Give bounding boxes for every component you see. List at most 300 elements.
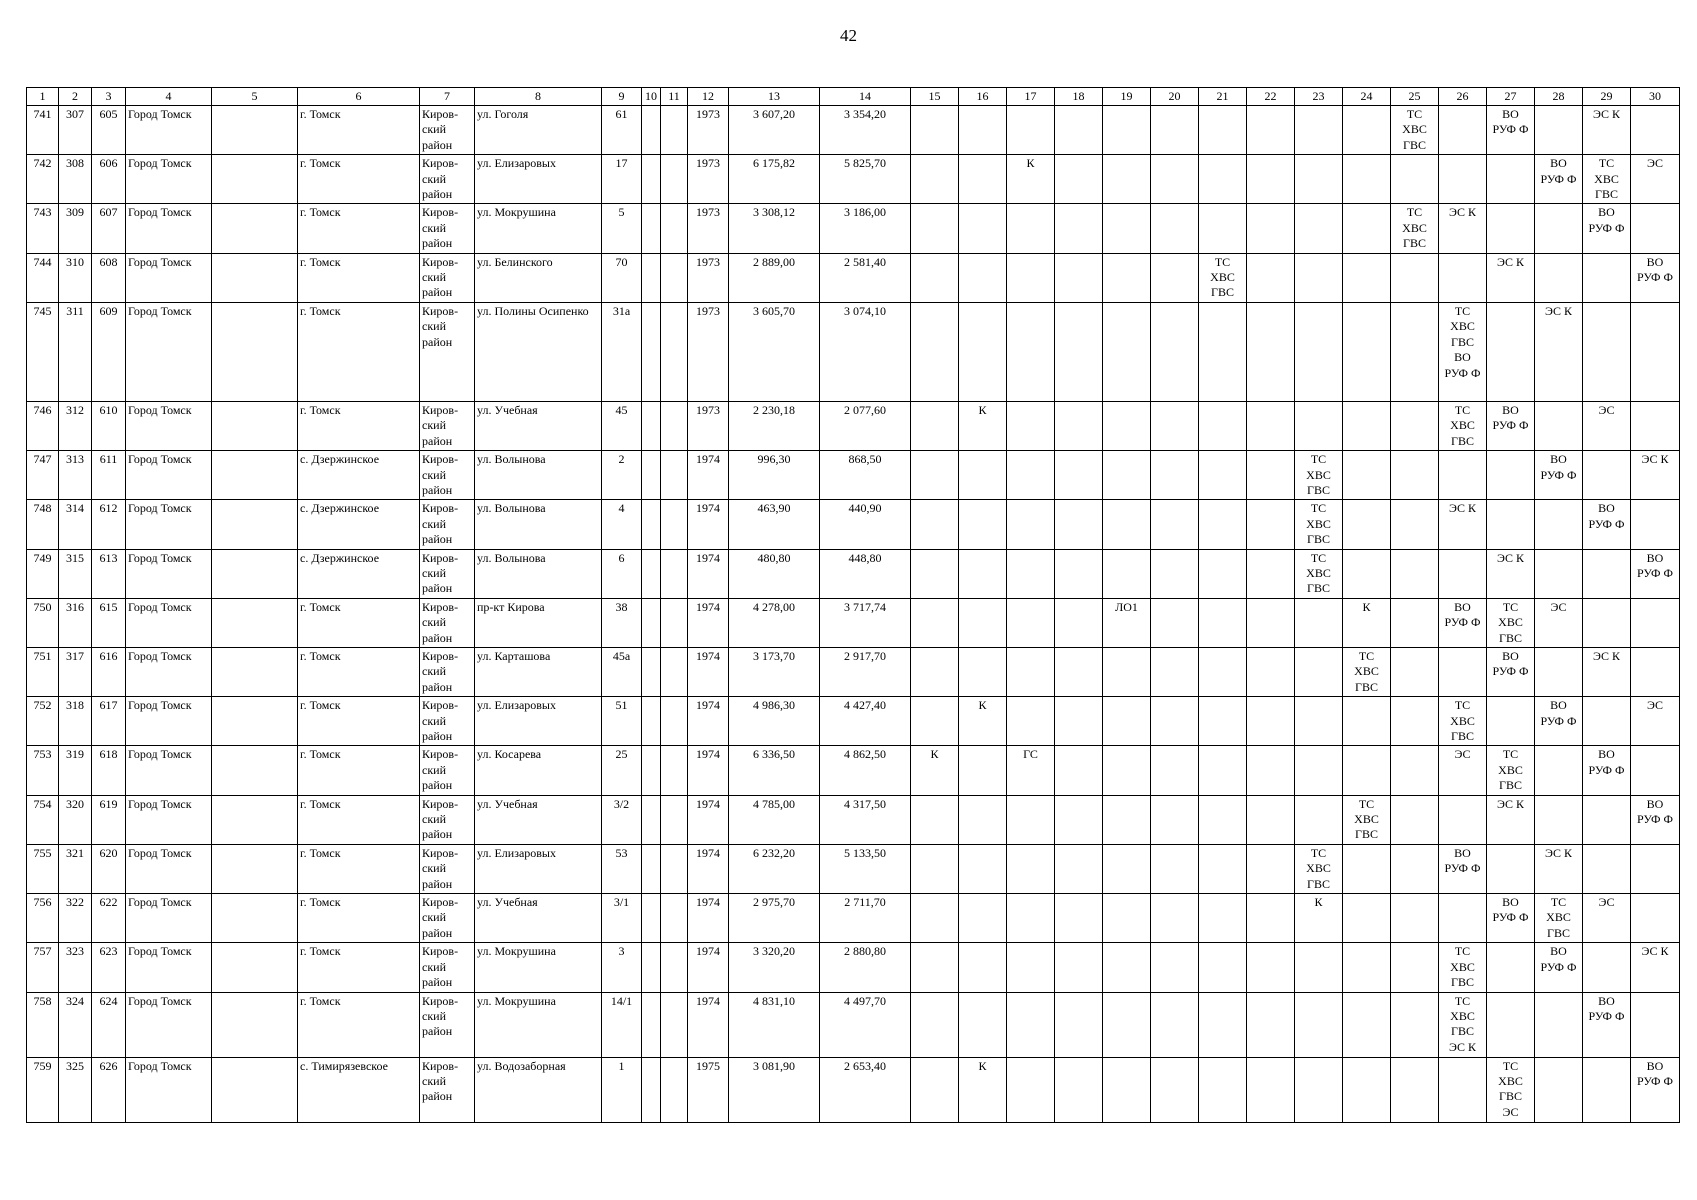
- work-type-cell: ЭС К: [1583, 106, 1631, 155]
- work-type-cell: [1055, 598, 1103, 647]
- work-type-cell: ВО РУФ Ф: [1487, 401, 1535, 450]
- table-cell: 31а: [602, 302, 642, 401]
- table-cell: 741: [27, 106, 59, 155]
- table-cell: 1974: [688, 943, 729, 992]
- table-row: [27, 844, 1680, 893]
- table-cell: 6 175,82: [729, 155, 820, 204]
- page-number: 42: [840, 26, 857, 45]
- work-type-cell: [1295, 204, 1343, 253]
- work-type-cell: [1247, 204, 1295, 253]
- work-type-cell: [1295, 155, 1343, 204]
- table-cell: г. Томск: [298, 844, 420, 893]
- table-cell: Киров- ский район: [420, 894, 475, 943]
- work-type-cell: [1007, 549, 1055, 598]
- table-cell: 2 077,60: [820, 401, 911, 450]
- column-number-header: 25: [1391, 88, 1439, 106]
- work-type-cell: [1055, 253, 1103, 302]
- table-cell: [661, 451, 688, 500]
- table-cell: 753: [27, 746, 59, 795]
- work-type-cell: [1343, 746, 1391, 795]
- table-cell: 2 917,70: [820, 647, 911, 696]
- table-cell: ул. Гоголя: [475, 106, 602, 155]
- work-type-cell: [1103, 549, 1151, 598]
- table-cell: Киров- ский район: [420, 1057, 475, 1122]
- work-type-cell: [1583, 697, 1631, 746]
- table-cell: 312: [59, 401, 92, 450]
- table-cell: [212, 844, 298, 893]
- work-type-cell: [1583, 253, 1631, 302]
- table-cell: г. Томск: [298, 401, 420, 450]
- table-cell: 755: [27, 844, 59, 893]
- table-cell: 316: [59, 598, 92, 647]
- table-cell: 626: [92, 1057, 126, 1122]
- table-cell: Киров- ский район: [420, 746, 475, 795]
- table-row: [27, 697, 1680, 746]
- work-type-cell: [1631, 106, 1680, 155]
- table-row: [27, 155, 1680, 204]
- work-type-cell: [1535, 795, 1583, 844]
- column-number-header: 16: [959, 88, 1007, 106]
- work-type-cell: [1295, 992, 1343, 1057]
- work-type-cell: [1343, 500, 1391, 549]
- work-type-cell: [1487, 204, 1535, 253]
- table-cell: 448,80: [820, 549, 911, 598]
- work-type-cell: [1391, 598, 1439, 647]
- table-cell: 610: [92, 401, 126, 450]
- table-cell: Киров- ский район: [420, 253, 475, 302]
- table-cell: 480,80: [729, 549, 820, 598]
- table-cell: 619: [92, 795, 126, 844]
- work-type-cell: [1343, 204, 1391, 253]
- work-type-cell: [1199, 844, 1247, 893]
- work-type-cell: [1055, 647, 1103, 696]
- table-cell: ул. Елизаровых: [475, 697, 602, 746]
- table-cell: 1974: [688, 598, 729, 647]
- work-type-cell: [1439, 795, 1487, 844]
- work-type-cell: [911, 795, 959, 844]
- table-cell: 757: [27, 943, 59, 992]
- work-type-cell: [1103, 943, 1151, 992]
- work-type-cell: [1103, 302, 1151, 401]
- work-type-cell: [1007, 598, 1055, 647]
- work-type-cell: ЭС: [1631, 697, 1680, 746]
- table-cell: 308: [59, 155, 92, 204]
- work-type-cell: [1103, 795, 1151, 844]
- table-cell: Город Томск: [126, 549, 212, 598]
- work-type-cell: [959, 598, 1007, 647]
- table-cell: 1974: [688, 647, 729, 696]
- work-type-cell: [1055, 992, 1103, 1057]
- table-cell: [661, 795, 688, 844]
- table-body: [27, 106, 1680, 1123]
- work-type-cell: [959, 746, 1007, 795]
- table-cell: [642, 106, 661, 155]
- work-type-cell: [959, 647, 1007, 696]
- table-cell: 605: [92, 106, 126, 155]
- table-cell: 5: [602, 204, 642, 253]
- column-number-header: 12: [688, 88, 729, 106]
- work-type-cell: [1199, 155, 1247, 204]
- work-type-cell: ЭС К: [1439, 500, 1487, 549]
- table-cell: 1973: [688, 302, 729, 401]
- table-cell: [661, 302, 688, 401]
- work-type-cell: [1247, 894, 1295, 943]
- work-type-cell: ВО РУФ Ф: [1487, 106, 1535, 155]
- work-type-cell: ВО РУФ Ф: [1583, 746, 1631, 795]
- work-type-cell: [1631, 746, 1680, 795]
- table-cell: Город Томск: [126, 253, 212, 302]
- table-row: [27, 894, 1680, 943]
- table-cell: ул. Елизаровых: [475, 155, 602, 204]
- table-cell: [661, 155, 688, 204]
- table-cell: Город Томск: [126, 1057, 212, 1122]
- work-type-cell: [959, 500, 1007, 549]
- work-type-cell: ЭС К: [1631, 451, 1680, 500]
- table-cell: Город Томск: [126, 500, 212, 549]
- table-cell: 4 427,40: [820, 697, 911, 746]
- table-cell: [642, 992, 661, 1057]
- table-cell: 3 173,70: [729, 647, 820, 696]
- work-type-cell: [911, 302, 959, 401]
- work-type-cell: [1151, 647, 1199, 696]
- table-cell: [212, 746, 298, 795]
- work-type-cell: [1535, 204, 1583, 253]
- table-cell: 615: [92, 598, 126, 647]
- table-cell: Город Томск: [126, 106, 212, 155]
- table-cell: 748: [27, 500, 59, 549]
- work-type-cell: ТС ХВС ГВС: [1295, 549, 1343, 598]
- work-type-cell: ЭС К: [1487, 795, 1535, 844]
- table-cell: ул. Учебная: [475, 795, 602, 844]
- work-type-cell: [1007, 1057, 1055, 1122]
- column-number-header: 30: [1631, 88, 1680, 106]
- table-cell: [212, 253, 298, 302]
- table-cell: ул. Учебная: [475, 894, 602, 943]
- column-number-header: 3: [92, 88, 126, 106]
- work-type-cell: [1055, 943, 1103, 992]
- work-type-cell: ВО РУФ Ф: [1535, 155, 1583, 204]
- work-type-cell: [1343, 401, 1391, 450]
- column-number-header: 5: [212, 88, 298, 106]
- table-cell: 4 831,10: [729, 992, 820, 1057]
- housing-register-table: [26, 87, 1680, 1123]
- work-type-cell: [1535, 500, 1583, 549]
- table-cell: Киров- ский район: [420, 697, 475, 746]
- work-type-cell: ЭС К: [1583, 647, 1631, 696]
- work-type-cell: [1391, 451, 1439, 500]
- table-cell: 745: [27, 302, 59, 401]
- work-type-cell: [959, 549, 1007, 598]
- table-cell: [661, 894, 688, 943]
- table-cell: [661, 943, 688, 992]
- table-cell: 2 230,18: [729, 401, 820, 450]
- work-type-cell: [1631, 302, 1680, 401]
- work-type-cell: [1151, 549, 1199, 598]
- column-number-header: 24: [1343, 88, 1391, 106]
- column-number-header: 17: [1007, 88, 1055, 106]
- table-cell: Киров- ский район: [420, 204, 475, 253]
- table-cell: 5 825,70: [820, 155, 911, 204]
- work-type-cell: [1103, 500, 1151, 549]
- work-type-cell: [1103, 894, 1151, 943]
- work-type-cell: [1535, 253, 1583, 302]
- work-type-cell: [1343, 106, 1391, 155]
- table-cell: [642, 155, 661, 204]
- table-cell: Город Томск: [126, 598, 212, 647]
- work-type-cell: [1151, 500, 1199, 549]
- work-type-cell: [959, 844, 1007, 893]
- table-cell: [212, 106, 298, 155]
- work-type-cell: [1199, 894, 1247, 943]
- work-type-cell: [1583, 795, 1631, 844]
- table-cell: 1973: [688, 401, 729, 450]
- work-type-cell: [1631, 647, 1680, 696]
- work-type-cell: [1391, 844, 1439, 893]
- work-type-cell: [1631, 844, 1680, 893]
- table-cell: 622: [92, 894, 126, 943]
- table-cell: 612: [92, 500, 126, 549]
- work-type-cell: ВО РУФ Ф: [1583, 500, 1631, 549]
- table-cell: г. Томск: [298, 992, 420, 1057]
- work-type-cell: [911, 943, 959, 992]
- work-type-cell: [1391, 155, 1439, 204]
- work-type-cell: [911, 155, 959, 204]
- table-cell: [212, 943, 298, 992]
- work-type-cell: [1007, 106, 1055, 155]
- work-type-cell: [1055, 451, 1103, 500]
- table-cell: 1973: [688, 106, 729, 155]
- work-type-cell: [1055, 1057, 1103, 1122]
- work-type-cell: [1103, 992, 1151, 1057]
- table-cell: с. Тимирязевское: [298, 1057, 420, 1122]
- table-cell: 3 074,10: [820, 302, 911, 401]
- table-cell: 4 785,00: [729, 795, 820, 844]
- table-cell: Город Томск: [126, 302, 212, 401]
- work-type-cell: [1151, 795, 1199, 844]
- work-type-cell: [1199, 746, 1247, 795]
- table-cell: [212, 401, 298, 450]
- work-type-cell: ТС ХВС ГВС ЭС К: [1439, 992, 1487, 1057]
- table-cell: [642, 894, 661, 943]
- work-type-cell: [1007, 844, 1055, 893]
- work-type-cell: [1439, 253, 1487, 302]
- table-row: [27, 204, 1680, 253]
- table-cell: 624: [92, 992, 126, 1057]
- work-type-cell: [1103, 647, 1151, 696]
- table-cell: 1974: [688, 992, 729, 1057]
- work-type-cell: [1487, 155, 1535, 204]
- work-type-cell: ВО РУФ Ф: [1583, 204, 1631, 253]
- table-cell: ул. Полины Осипенко: [475, 302, 602, 401]
- work-type-cell: [1535, 992, 1583, 1057]
- work-type-cell: [1247, 795, 1295, 844]
- work-type-cell: [1631, 500, 1680, 549]
- work-type-cell: [1295, 647, 1343, 696]
- work-type-cell: [1103, 155, 1151, 204]
- table-cell: 324: [59, 992, 92, 1057]
- work-type-cell: [1247, 1057, 1295, 1122]
- work-type-cell: [911, 992, 959, 1057]
- work-type-cell: ТС ХВС ГВС ВО РУФ Ф: [1439, 302, 1487, 401]
- table-cell: Киров- ский район: [420, 943, 475, 992]
- column-number-header: 19: [1103, 88, 1151, 106]
- table-cell: г. Томск: [298, 302, 420, 401]
- table-cell: ул. Мокрушина: [475, 943, 602, 992]
- work-type-cell: [1247, 598, 1295, 647]
- table-row: [27, 795, 1680, 844]
- work-type-cell: [1007, 697, 1055, 746]
- work-type-cell: ТС ХВС ГВС: [1439, 697, 1487, 746]
- work-type-cell: [1007, 204, 1055, 253]
- table-cell: [642, 451, 661, 500]
- work-type-cell: [1151, 943, 1199, 992]
- work-type-cell: [1631, 992, 1680, 1057]
- work-type-cell: [1439, 451, 1487, 500]
- table-cell: 3 186,00: [820, 204, 911, 253]
- work-type-cell: ВО РУФ Ф: [1631, 549, 1680, 598]
- work-type-cell: [1343, 549, 1391, 598]
- table-cell: 320: [59, 795, 92, 844]
- table-cell: г. Томск: [298, 746, 420, 795]
- work-type-cell: ВО РУФ Ф: [1439, 844, 1487, 893]
- work-type-cell: [1247, 155, 1295, 204]
- table-cell: 6 232,20: [729, 844, 820, 893]
- work-type-cell: [959, 451, 1007, 500]
- work-type-cell: [1535, 746, 1583, 795]
- table-cell: Город Томск: [126, 943, 212, 992]
- work-type-cell: [1055, 894, 1103, 943]
- table-cell: Киров- ский район: [420, 992, 475, 1057]
- work-type-cell: [1151, 598, 1199, 647]
- table-cell: 17: [602, 155, 642, 204]
- table-cell: 759: [27, 1057, 59, 1122]
- table-cell: 4: [602, 500, 642, 549]
- work-type-cell: [1199, 795, 1247, 844]
- work-type-cell: ТС ХВС ГВС: [1391, 106, 1439, 155]
- work-type-cell: [1055, 204, 1103, 253]
- work-type-cell: К: [1295, 894, 1343, 943]
- table-cell: ул. Учебная: [475, 401, 602, 450]
- table-cell: с. Дзержинское: [298, 500, 420, 549]
- table-cell: г. Томск: [298, 598, 420, 647]
- table-cell: Киров- ский район: [420, 844, 475, 893]
- table-cell: 38: [602, 598, 642, 647]
- work-type-cell: [1055, 106, 1103, 155]
- work-type-cell: [1487, 451, 1535, 500]
- column-number-header: 21: [1199, 88, 1247, 106]
- table-cell: 613: [92, 549, 126, 598]
- table-cell: г. Томск: [298, 647, 420, 696]
- work-type-cell: ЭС К: [1535, 844, 1583, 893]
- work-type-cell: [1535, 106, 1583, 155]
- work-type-cell: ТС ХВС ГВС ЭС: [1487, 1057, 1535, 1122]
- table-cell: [212, 598, 298, 647]
- table-cell: [212, 549, 298, 598]
- table-cell: г. Томск: [298, 155, 420, 204]
- table-cell: пр-кт Кирова: [475, 598, 602, 647]
- work-type-cell: [1391, 795, 1439, 844]
- table-cell: Киров- ский район: [420, 451, 475, 500]
- table-cell: 750: [27, 598, 59, 647]
- work-type-cell: [911, 1057, 959, 1122]
- table-cell: 45: [602, 401, 642, 450]
- work-type-cell: ЭС К: [1487, 549, 1535, 598]
- table-cell: 3 308,12: [729, 204, 820, 253]
- table-cell: ул. Волынова: [475, 549, 602, 598]
- table-cell: г. Томск: [298, 943, 420, 992]
- column-number-header: 11: [661, 88, 688, 106]
- table-cell: г. Томск: [298, 894, 420, 943]
- work-type-cell: [1487, 943, 1535, 992]
- work-type-cell: ТС ХВС ГВС: [1535, 894, 1583, 943]
- table-cell: Киров- ский район: [420, 106, 475, 155]
- work-type-cell: ТС ХВС ГВС: [1439, 943, 1487, 992]
- work-type-cell: [1391, 253, 1439, 302]
- table-cell: [212, 992, 298, 1057]
- table-cell: Город Томск: [126, 795, 212, 844]
- work-type-cell: ТС ХВС ГВС: [1583, 155, 1631, 204]
- table-cell: 1973: [688, 155, 729, 204]
- work-type-cell: [1631, 204, 1680, 253]
- work-type-cell: [1391, 302, 1439, 401]
- table-cell: [661, 697, 688, 746]
- work-type-cell: [1007, 451, 1055, 500]
- table-cell: [212, 1057, 298, 1122]
- work-type-cell: [1151, 697, 1199, 746]
- table-cell: 317: [59, 647, 92, 696]
- work-type-cell: [1343, 894, 1391, 943]
- table-row: [27, 500, 1680, 549]
- work-type-cell: [1151, 302, 1199, 401]
- work-type-cell: [1055, 155, 1103, 204]
- work-type-cell: ГС: [1007, 746, 1055, 795]
- table-cell: Город Томск: [126, 401, 212, 450]
- table-cell: [212, 500, 298, 549]
- work-type-cell: [1487, 844, 1535, 893]
- work-type-cell: [1247, 302, 1295, 401]
- work-type-cell: [1631, 598, 1680, 647]
- work-type-cell: [959, 943, 1007, 992]
- work-type-cell: [1151, 401, 1199, 450]
- table-cell: 1975: [688, 1057, 729, 1122]
- table-cell: 3/2: [602, 795, 642, 844]
- table-cell: 1974: [688, 894, 729, 943]
- table-row: [27, 598, 1680, 647]
- work-type-cell: [1151, 204, 1199, 253]
- work-type-cell: ТС ХВС ГВС: [1295, 451, 1343, 500]
- work-type-cell: [1103, 844, 1151, 893]
- work-type-cell: К: [1343, 598, 1391, 647]
- work-type-cell: [959, 106, 1007, 155]
- column-number-header: 14: [820, 88, 911, 106]
- work-type-cell: [1295, 598, 1343, 647]
- work-type-cell: [1295, 943, 1343, 992]
- work-type-cell: ТС ХВС ГВС: [1487, 598, 1535, 647]
- table-cell: 4 317,50: [820, 795, 911, 844]
- table-cell: 3 717,74: [820, 598, 911, 647]
- work-type-cell: [1199, 401, 1247, 450]
- work-type-cell: [959, 992, 1007, 1057]
- table-cell: Город Томск: [126, 155, 212, 204]
- table-cell: 1974: [688, 451, 729, 500]
- work-type-cell: ВО РУФ Ф: [1535, 943, 1583, 992]
- work-type-cell: [1295, 253, 1343, 302]
- work-type-cell: [1055, 697, 1103, 746]
- column-number-header: 18: [1055, 88, 1103, 106]
- table-cell: с. Дзержинское: [298, 549, 420, 598]
- column-number-header: 7: [420, 88, 475, 106]
- work-type-cell: [1007, 943, 1055, 992]
